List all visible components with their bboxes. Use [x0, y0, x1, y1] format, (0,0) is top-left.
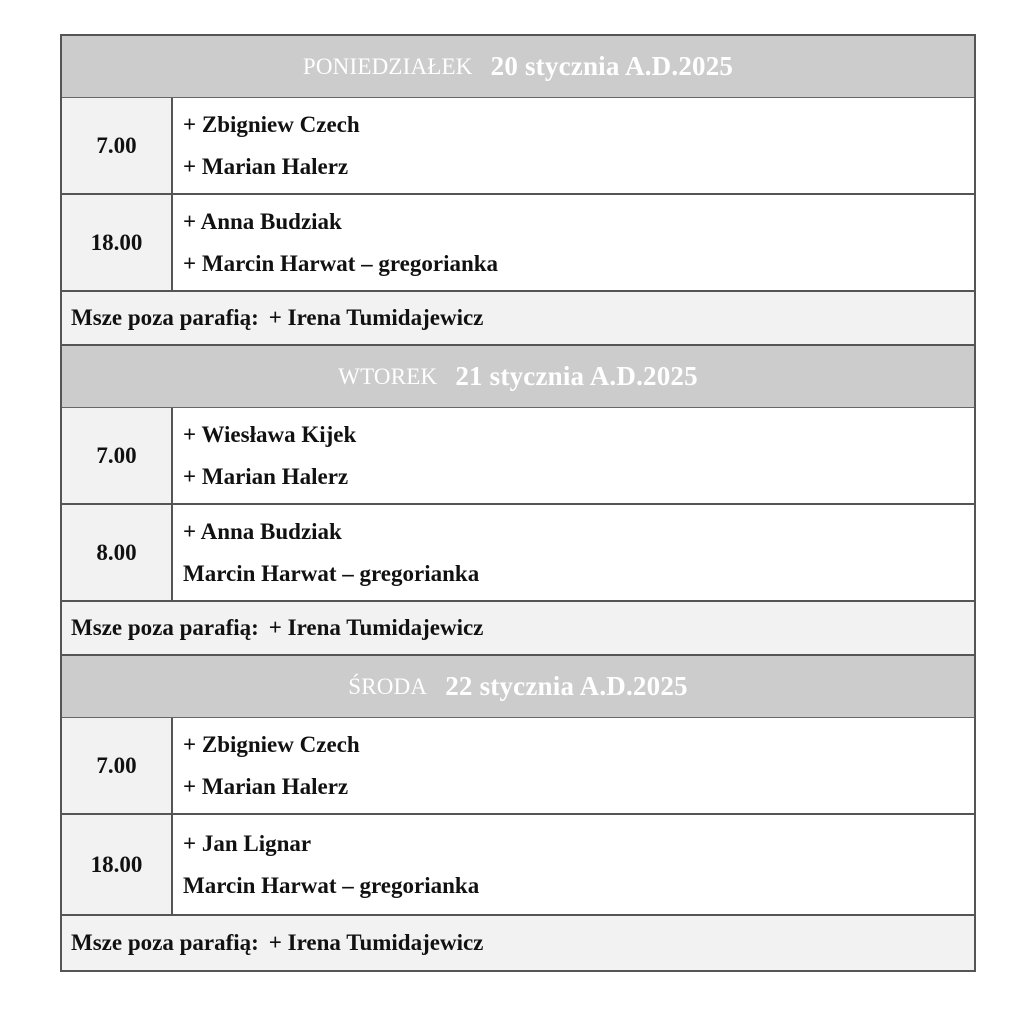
- mass-time: 7.00: [62, 718, 173, 813]
- intention-line: Marcin Harwat – gregorianka: [183, 560, 480, 586]
- mass-row: [62, 195, 974, 292]
- intention-line: Marcin Harwat – gregorianka: [183, 872, 480, 898]
- mass-row: [62, 408, 974, 505]
- mass-time: 7.00: [62, 98, 173, 193]
- intention-line: + Marcin Harwat – gregorianka: [183, 250, 499, 276]
- mass-schedule-table: [60, 34, 976, 972]
- intention-line: + Zbigniew Czech: [183, 111, 360, 137]
- mass-row: [62, 505, 974, 602]
- outside-parish-intention: + Irena Tumidajewicz: [268, 615, 484, 640]
- intention-line: + Jan Lignar: [183, 830, 312, 856]
- day-date: 22 stycznia A.D.2025: [445, 671, 688, 701]
- day-header-tuesday: [62, 346, 974, 408]
- intention-line: + Marian Halerz: [183, 153, 349, 179]
- day-name: WTOREK: [338, 363, 438, 389]
- day-date: 21 stycznia A.D.2025: [455, 361, 698, 391]
- outside-parish-row: [62, 292, 974, 346]
- outside-parish-intention: + Irena Tumidajewicz: [268, 305, 484, 330]
- outside-parish-row: [62, 602, 974, 656]
- mass-time: 18.00: [62, 195, 173, 290]
- intention-line: + Anna Budziak: [183, 518, 342, 544]
- day-header-monday: [62, 36, 974, 98]
- mass-time: 7.00: [62, 408, 173, 503]
- outside-parish-label: Msze poza parafią:: [71, 305, 259, 330]
- intention-line: + Zbigniew Czech: [183, 731, 360, 757]
- intention-line: + Anna Budziak: [183, 208, 342, 234]
- outside-parish-intention: + Irena Tumidajewicz: [268, 930, 484, 955]
- day-header-wednesday: [62, 656, 974, 718]
- day-name: PONIEDZIAŁEK: [302, 53, 473, 79]
- day-date: 20 stycznia A.D.2025: [490, 51, 734, 81]
- intention-line: + Wiesława Kijek: [183, 421, 357, 447]
- mass-intentions: [173, 718, 974, 813]
- outside-parish-label: Msze poza parafią:: [71, 930, 259, 955]
- mass-row: [62, 718, 974, 815]
- outside-parish-label: Msze poza parafią:: [71, 615, 259, 640]
- day-name: ŚRODA: [348, 673, 428, 699]
- mass-intentions: [173, 505, 974, 600]
- mass-intentions: [173, 408, 974, 503]
- mass-intentions: [173, 98, 974, 193]
- mass-time: 18.00: [62, 815, 173, 914]
- mass-row: [62, 98, 974, 195]
- mass-row: [62, 815, 974, 916]
- intention-line: + Marian Halerz: [183, 773, 349, 799]
- intention-line: + Marian Halerz: [183, 463, 349, 489]
- mass-time: 8.00: [62, 505, 173, 600]
- outside-parish-row: [62, 916, 974, 970]
- mass-intentions: [173, 815, 974, 914]
- mass-intentions: [173, 195, 974, 290]
